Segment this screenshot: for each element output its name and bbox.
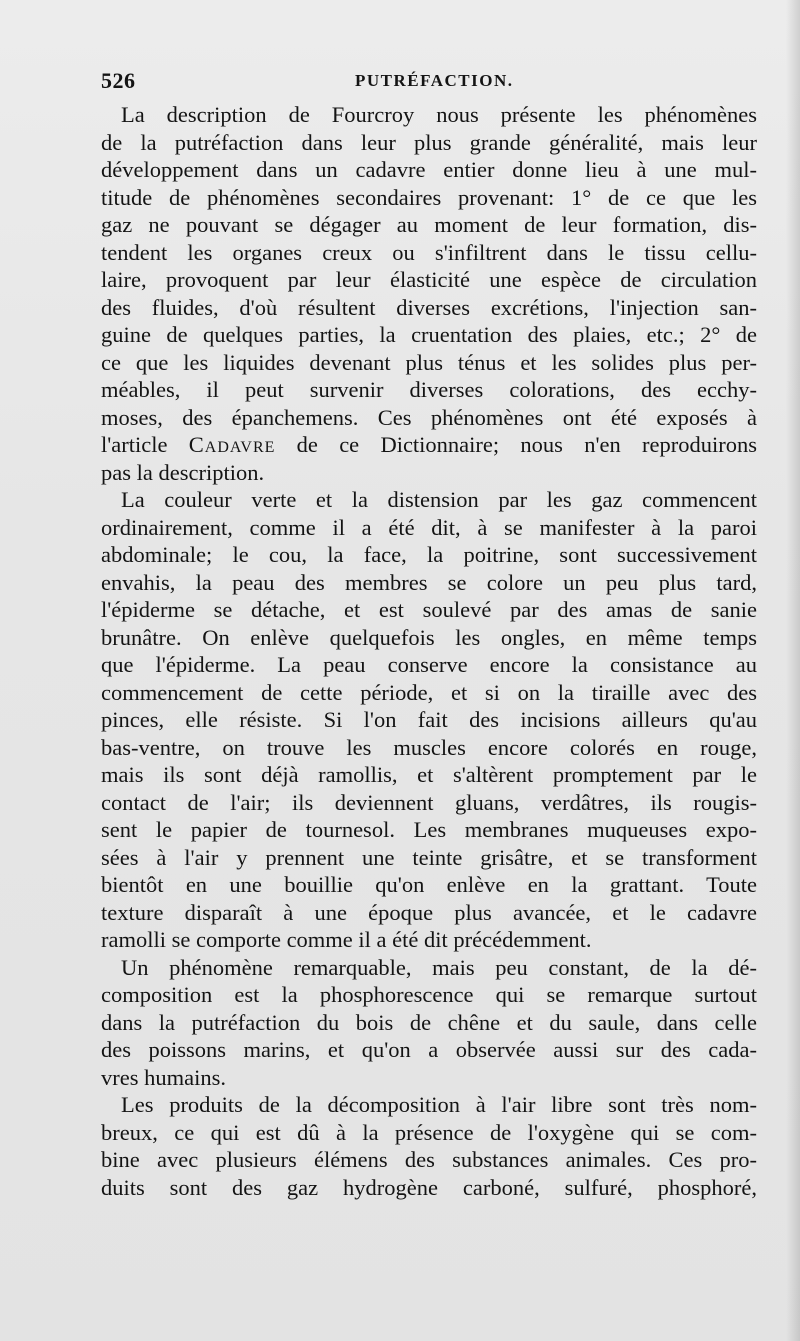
- text-line: l'épiderme se détache, et est soulevé par des amas de sanie: [101, 597, 757, 622]
- text-line: Un phénomène remarquable, mais peu constant, de la dé-: [121, 954, 757, 980]
- text-line: brunâtre. On enlève quelquefois les ongles, en même temps: [101, 624, 757, 650]
- running-head: PUTRÉFACTION.: [355, 71, 514, 90]
- text-line: bine avec plusieurs élémens des substances animales. Ces pro-: [101, 1147, 757, 1172]
- text-line: sent le papier de tournesol. Les membranes muqueuses expo-: [101, 817, 757, 842]
- text-line: ordinairement, comme il a été dit, à se manifester à la paroi: [101, 514, 757, 540]
- page-number: 526: [101, 68, 136, 93]
- text-line-with-smallcaps: [101, 431, 757, 459]
- text-line: ramolli se comporte comme il a été dit précédemment.: [101, 927, 592, 952]
- text-line: mais ils sont déjà ramollis, et s'altèrent promptement par le: [101, 762, 757, 787]
- text-line: pas la description.: [101, 459, 265, 485]
- text-line: méables, il peut survenir diverses colorations, des ecchy-: [101, 377, 757, 402]
- text-line: sées à l'air y prennent une teinte grisâtre, et se transforment: [101, 844, 757, 870]
- dictionary-entry-reference: Cadavre: [188, 432, 276, 457]
- text-line: pinces, elle résiste. Si l'on fait des incisions ailleurs qu'au: [101, 707, 757, 732]
- text-line: titude de phénomènes secondaires provenant: 1° de ce que les: [101, 184, 757, 210]
- text-line: guine de quelques parties, la cruentation des plaies, etc.; 2° de: [101, 322, 757, 347]
- text-line: duits sont des gaz hydrogène carboné, sulfuré, phosphoré,: [101, 1174, 757, 1200]
- text-line: développement dans un cadavre entier donne lieu à une mul-: [101, 157, 757, 182]
- text-line: breux, ce qui est dû à la présence de l'oxygène qui se com-: [101, 1119, 757, 1145]
- text-line: laire, provoquent par leur élasticité une espèce de circulation: [101, 267, 757, 292]
- text-line: des poissons marins, et qu'on a observée aussi sur des cada-: [101, 1037, 757, 1062]
- text-line: que l'épiderme. La peau conserve encore la consistance au: [101, 652, 757, 677]
- text-line: envahis, la peau des membres se colore un peu plus tard,: [101, 569, 757, 595]
- text-line: commencement de cette période, et si on la tiraille avec des: [101, 679, 757, 705]
- text-line: La couleur verte et la distension par les gaz commencent: [121, 487, 757, 512]
- text-line: La description de Fourcroy nous présente les phénomènes: [121, 102, 757, 127]
- text-line: de la putréfaction dans leur plus grande généralité, mais leur: [101, 129, 757, 155]
- text-fragment: l'article: [101, 432, 189, 457]
- text-line: des fluides, d'où résultent diverses excrétions, l'injection san-: [101, 294, 757, 320]
- text-line: texture disparaît à une époque plus avancée, et le cadavre: [101, 899, 757, 925]
- text-line: vres humains.: [101, 1064, 226, 1090]
- text-line: bientôt en une bouillie qu'on enlève en la grattant. Toute: [101, 872, 757, 897]
- text-line: ce que les liquides devenant plus ténus et les solides plus per-: [101, 349, 757, 375]
- text-line: abdominale; le cou, la face, la poitrine, sont successivement: [101, 542, 757, 567]
- text-line: composition est la phosphorescence qui se remarque surtout: [101, 982, 757, 1007]
- text-line: dans la putréfaction du bois de chêne et du saule, dans celle: [101, 1009, 757, 1035]
- body-text: [101, 101, 757, 1201]
- text-line: moses, des épanchemens. Ces phénomènes ont été exposés à: [101, 404, 757, 430]
- text-line: bas-ventre, on trouve les muscles encore colorés en rouge,: [101, 734, 757, 760]
- text-line: contact de l'air; ils deviennent gluans, verdâtres, ils rougis-: [101, 789, 757, 815]
- text-fragment: de ce Dictionnaire; nous n'en reproduirons: [275, 432, 757, 457]
- text-line: tendent les organes creux ou s'infiltrent dans le tissu cellu-: [101, 239, 757, 265]
- page-edge-shadow: [786, 0, 800, 1341]
- text-line: gaz ne pouvant se dégager au moment de leur formation, dis-: [101, 212, 757, 237]
- page-header: [101, 68, 761, 102]
- text-line: Les produits de la décomposition à l'air libre sont très nom-: [121, 1092, 757, 1117]
